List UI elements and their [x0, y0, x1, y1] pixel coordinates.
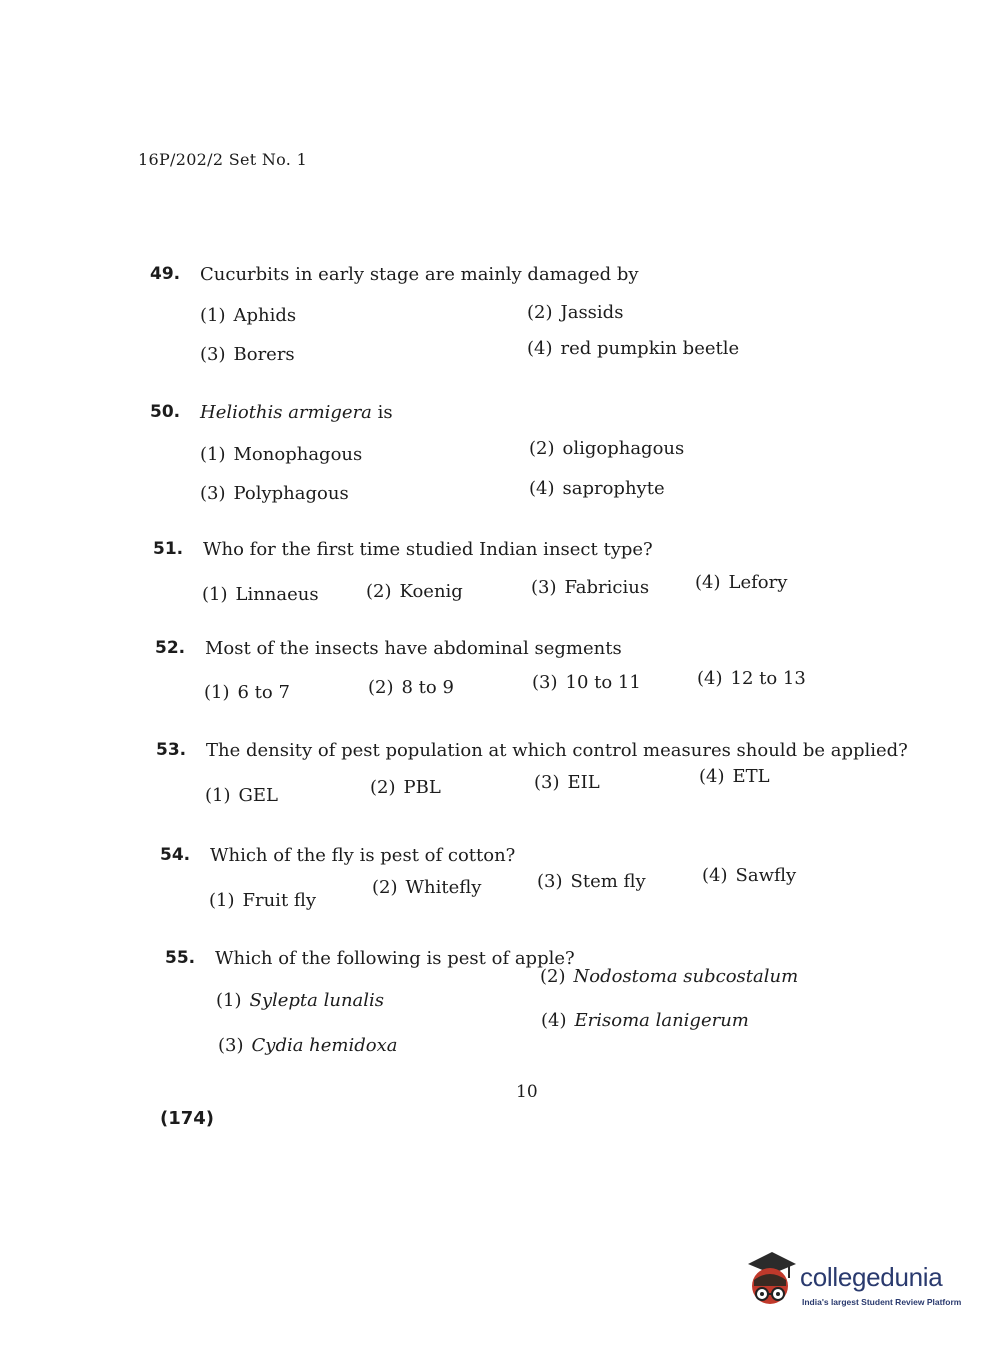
option: (1) GEL [205, 785, 278, 806]
option: (1) 6 to 7 [204, 682, 290, 703]
option: (2) oligophagous [529, 438, 685, 459]
option: (3) Polyphagous [200, 483, 349, 504]
question-52 [155, 638, 855, 662]
option: (4) ETL [699, 766, 770, 787]
collegedunia-logo [742, 1250, 972, 1320]
question-49 [150, 264, 850, 288]
option: (2) Koenig [366, 581, 463, 602]
question-text: Which of the following is pest of apple? [215, 948, 575, 969]
option: (4) Lefory [695, 572, 788, 593]
brand-name: collegedunia [800, 1262, 943, 1292]
option: (3) EIL [534, 772, 600, 793]
option: (2) Whitefly [372, 877, 482, 898]
option: (1) Sylepta lunalis [216, 990, 385, 1011]
option: (2) PBL [370, 777, 441, 798]
option: (1) Aphids [200, 305, 297, 326]
mascot-icon [742, 1250, 798, 1314]
option: (1) Fruit fly [209, 890, 317, 911]
question-text: Who for the first time studied Indian insect type? [203, 539, 653, 560]
page-code: (174) [160, 1108, 215, 1129]
question-number: 53. [156, 740, 187, 760]
option: (3) Stem fly [537, 871, 646, 892]
page-number: 10 [516, 1082, 538, 1102]
question-text: Which of the fly is pest of cotton? [210, 845, 516, 866]
question-number: 52. [155, 638, 186, 658]
option: (1) Linnaeus [202, 584, 319, 605]
set-code: 16P/202/2 Set No. 1 [138, 150, 308, 169]
question-text: The density of pest population at which control measures should be applied? [206, 740, 908, 761]
option: (1) Monophagous [200, 444, 363, 465]
option: (2) Jassids [527, 302, 624, 323]
option: (4) saprophyte [529, 478, 665, 499]
question-53 [156, 740, 908, 764]
question-text: Most of the insects have abdominal segments [205, 638, 622, 659]
option: (3) Fabricius [531, 577, 650, 598]
question-51 [153, 539, 853, 563]
question-number: 51. [153, 539, 184, 559]
option: (3) Cydia hemidoxa [218, 1035, 398, 1056]
question-50 [150, 402, 850, 426]
option: (4) Erisoma lanigerum [541, 1010, 749, 1031]
question-number: 55. [165, 948, 196, 968]
question-text: Cucurbits in early stage are mainly damaged by [200, 264, 639, 285]
option: (4) Sawfly [702, 865, 797, 886]
question-number: 50. [150, 402, 181, 422]
option: (3) Borers [200, 344, 295, 365]
option: (4) 12 to 13 [697, 668, 806, 689]
question-number: 54. [160, 845, 191, 865]
brand-tagline: India's largest Student Review Platform [802, 1297, 962, 1307]
option: (3) 10 to 11 [532, 672, 641, 693]
option: (4) red pumpkin beetle [527, 338, 740, 359]
option: (2) 8 to 9 [368, 677, 454, 698]
option: (2) Nodostoma subcostalum [540, 966, 799, 987]
question-number: 49. [150, 264, 181, 284]
question-text: Heliothis armigera is [200, 402, 393, 423]
